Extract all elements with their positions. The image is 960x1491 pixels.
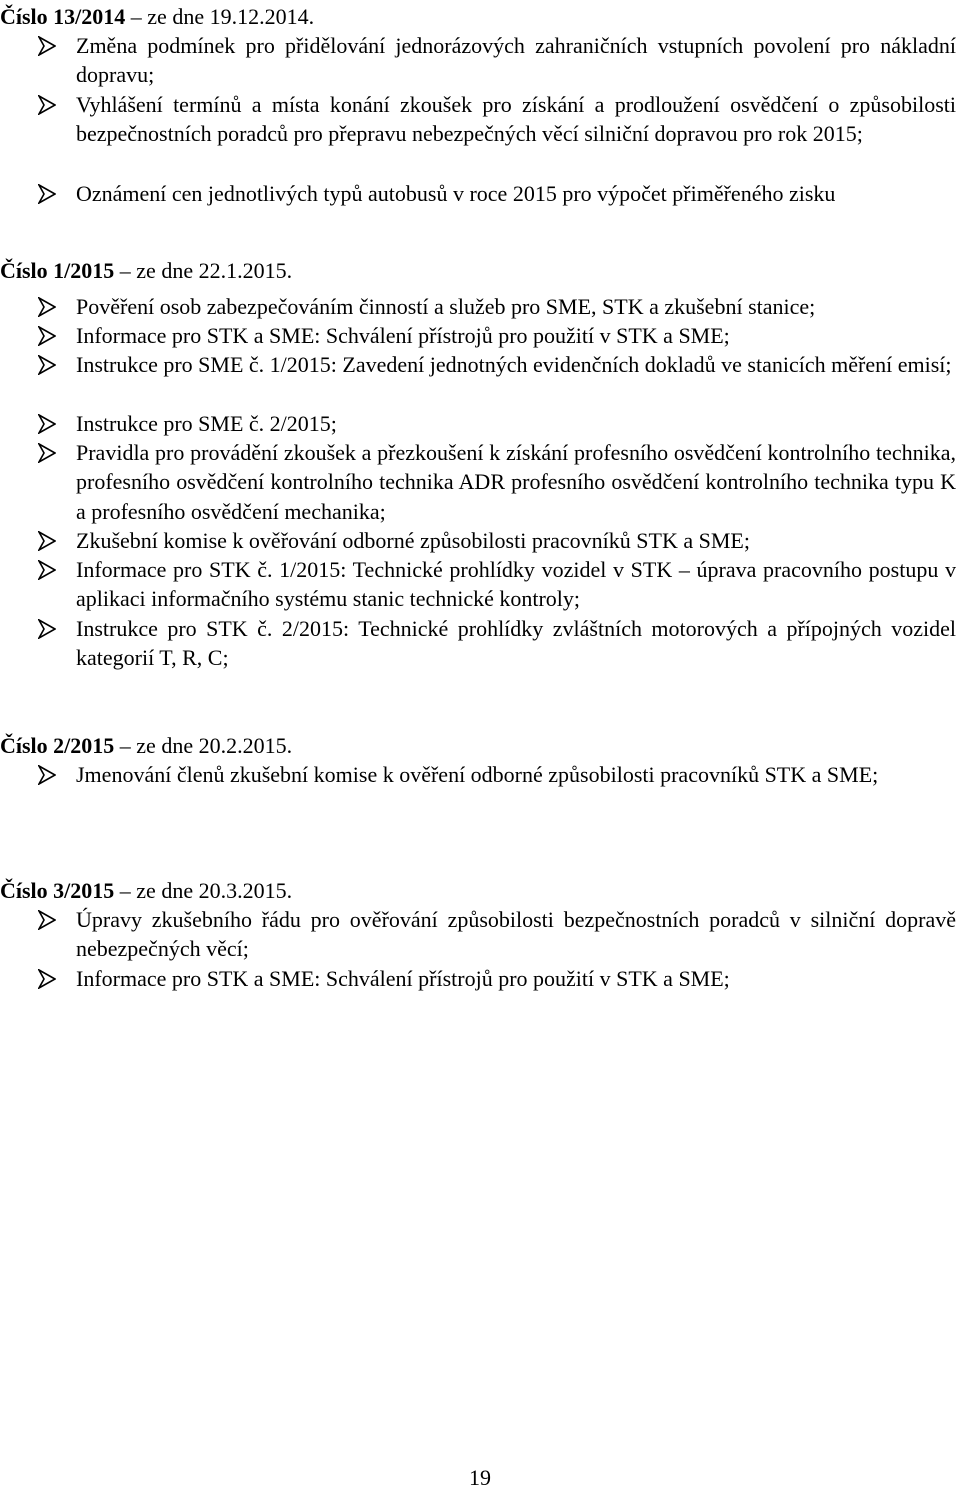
arrowhead-bullet-icon <box>38 560 56 580</box>
arrowhead-bullet-icon <box>38 531 56 551</box>
list-item-text: Pověření osob zabezpečováním činností a služeb pro SME, STK a zkušební stanice; <box>76 294 816 319</box>
arrowhead-bullet-icon <box>38 765 56 785</box>
bulletin-date: ze dne 22.1.2015. <box>136 258 293 283</box>
list-item-text: Oznámení cen jednotlivých typů autobusů v roce 2015 pro výpočet přiměřeného zisku <box>76 181 836 206</box>
section-heading <box>0 256 292 285</box>
list-item-text: Změna podmínek pro přidělování jednorázových zahraničních vstupních povolení pro nákladní dopravu; <box>76 33 956 88</box>
arrowhead-bullet-icon <box>38 355 56 375</box>
arrowhead-bullet-icon <box>38 414 56 434</box>
arrowhead-bullet-icon <box>38 969 56 989</box>
section-heading <box>0 731 292 760</box>
arrowhead-bullet-icon <box>38 184 56 204</box>
dash: – <box>114 258 137 283</box>
list-item-text: Úpravy zkušebního řádu pro ověřování způsobilosti bezpečnostních poradců v silniční dopravě nebezpečných věcí; <box>76 907 956 962</box>
list-item-text: Jmenování členů zkušební komise k ověření odborné způsobilosti pracovníků STK a SME; <box>76 762 879 787</box>
arrowhead-bullet-icon <box>38 619 56 639</box>
arrowhead-bullet-icon <box>38 36 56 56</box>
arrowhead-bullet-icon <box>38 95 56 115</box>
arrowhead-bullet-icon <box>38 443 56 463</box>
list-item-text: Informace pro STK a SME: Schválení přístrojů pro použití v STK a SME; <box>76 323 730 348</box>
bulletin-number: Číslo 1/2015 <box>0 258 115 283</box>
list-item-text: Zkušební komise k ověřování odborné způsobilosti pracovníků STK a SME; <box>76 528 750 553</box>
section-heading <box>0 2 314 31</box>
list-item-text: Instrukce pro SME č. 1/2015: Zavedení jednotných evidenčních dokladů ve stanicích měření emisí; <box>76 352 952 377</box>
list-item-text: Informace pro STK a SME: Schválení přístrojů pro použití v STK a SME; <box>76 966 730 991</box>
bulletin-number: Číslo 2/2015 <box>0 733 115 758</box>
bulletin-date: ze dne 19.12.2014. <box>147 4 315 29</box>
bulletin-number: Číslo 13/2014 <box>0 4 126 29</box>
list-item-text: Vyhlášení termínů a místa konání zkoušek pro získání a prodloužení osvědčení o způsobilosti bezpečnostních poradců pro přepravu nebezpečných věcí silniční dopravou pro rok 2015; <box>76 92 956 147</box>
bulletin-date: ze dne 20.2.2015. <box>136 733 293 758</box>
list-item-text: Pravidla pro provádění zkoušek a přezkoušení k získání profesního osvědčení kontrolního technika, profesního osvědčení kontrolního technika ADR profesního osvědčení kontrolního technika typu K a profesního osvědčení mechanika; <box>76 440 956 524</box>
section-heading <box>0 876 292 905</box>
bulletin-date: ze dne 20.3.2015. <box>136 878 293 903</box>
list-item-text: Instrukce pro SME č. 2/2015; <box>76 411 337 436</box>
bulletin-number: Číslo 3/2015 <box>0 878 115 903</box>
list-item-text: Instrukce pro STK č. 2/2015: Technické prohlídky zvláštních motorových a přípojných vozidel kategorií T, R, C; <box>76 616 956 671</box>
arrowhead-bullet-icon <box>38 326 56 346</box>
page-number: 19 <box>469 1465 491 1490</box>
list-item-text: Informace pro STK č. 1/2015: Technické prohlídky vozidel v STK – úprava pracovního postupu v aplikaci informačního systému stanic technické kontroly; <box>76 557 956 612</box>
dash: – <box>114 878 137 903</box>
arrowhead-bullet-icon <box>38 910 56 930</box>
arrowhead-bullet-icon <box>38 297 56 317</box>
dash: – <box>114 733 137 758</box>
dash: – <box>125 4 148 29</box>
